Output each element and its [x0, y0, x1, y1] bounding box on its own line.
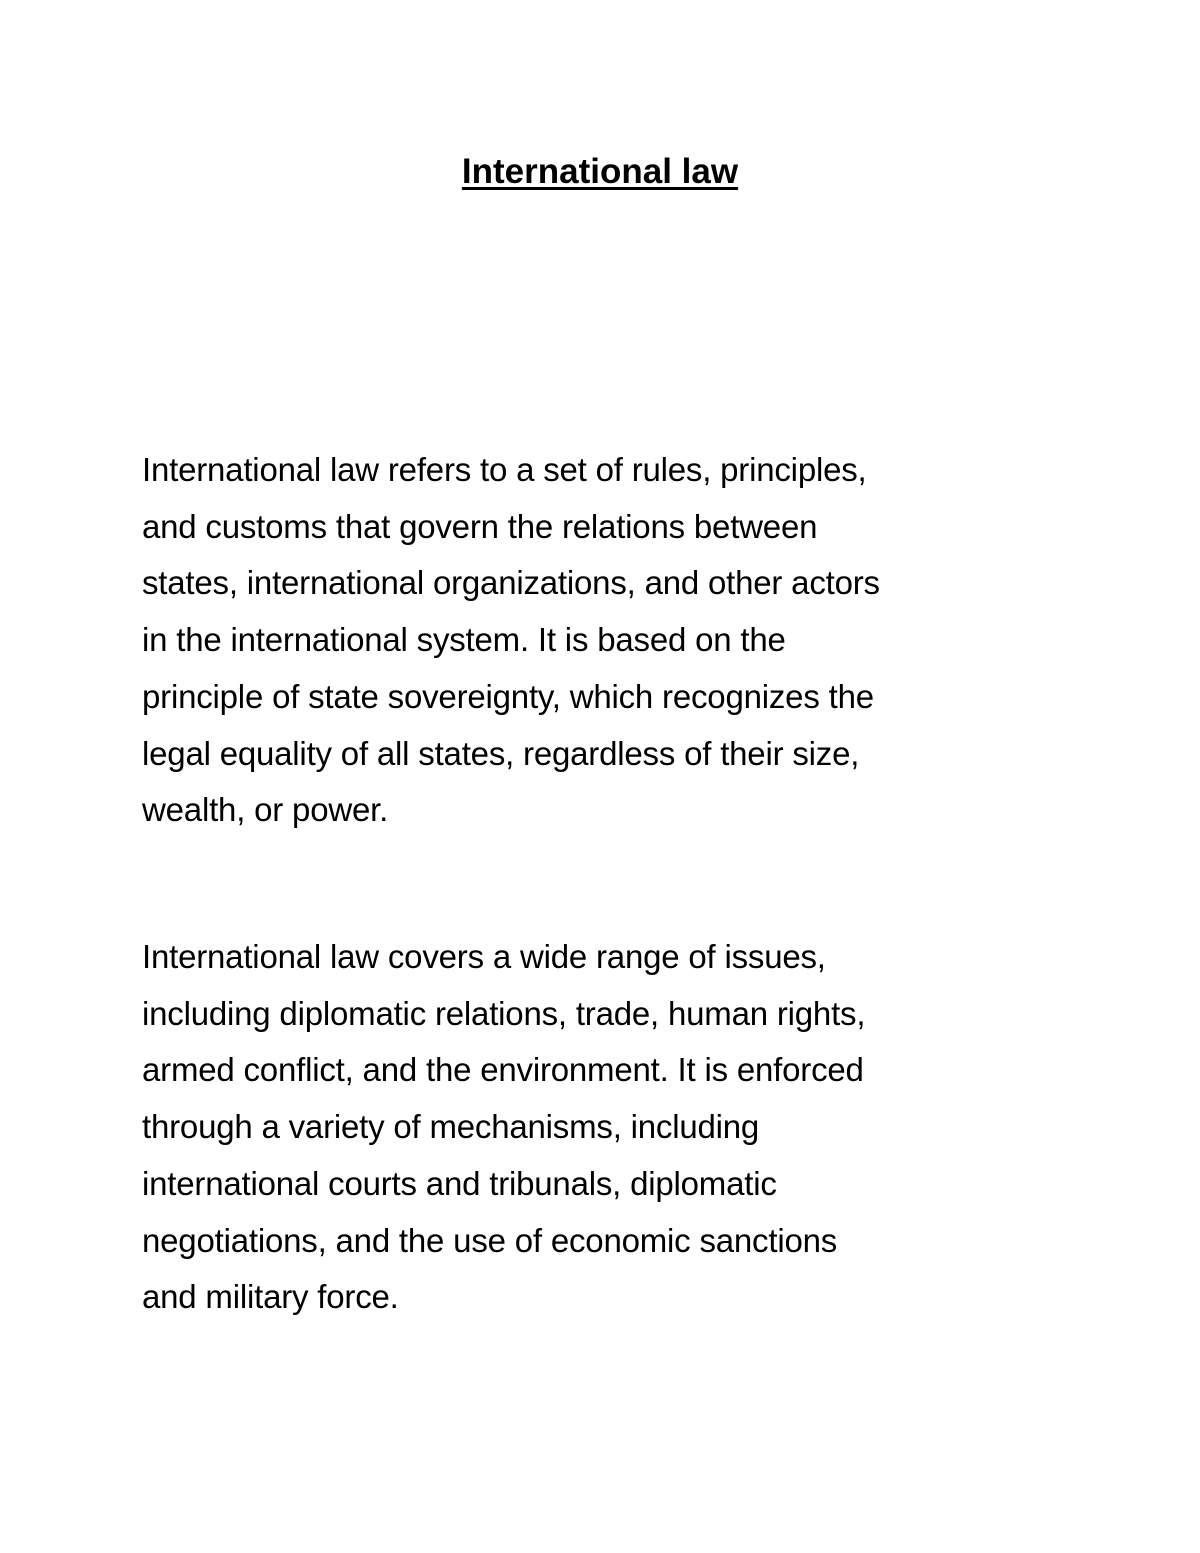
paragraph-line: legal equality of all states, regardless of their size,	[142, 734, 860, 772]
page-title-text: International law	[461, 152, 739, 191]
paragraph-line: International law covers a wide range of issues,	[142, 938, 826, 975]
paragraph-line: in the international system. It is based on the	[142, 621, 786, 659]
paragraph-line: principle of state sovereignty, which recognizes the	[142, 677, 874, 715]
paragraph-line: and customs that govern the relations between	[142, 507, 818, 545]
paragraph-line: International law refers to a set of rules, principles,	[142, 451, 867, 488]
paragraph-line: states, international organizations, and other actors	[142, 564, 880, 602]
paragraph-1	[142, 442, 1062, 839]
paragraph-line: through a variety of mechanisms, including	[142, 1108, 760, 1146]
paragraph-line: and military force.	[142, 1278, 399, 1316]
paragraph-line: armed conflict, and the environment. It is enforced	[142, 1051, 864, 1089]
paragraph-2	[142, 929, 1062, 1326]
page-title	[0, 148, 1200, 196]
paragraph-line: wealth, or power.	[142, 791, 389, 829]
paragraph-line: negotiations, and the use of economic sanctions	[142, 1221, 838, 1259]
paragraph-line: including diplomatic relations, trade, human rights,	[142, 994, 866, 1032]
paragraph-line: international courts and tribunals, diplomatic	[142, 1164, 777, 1202]
